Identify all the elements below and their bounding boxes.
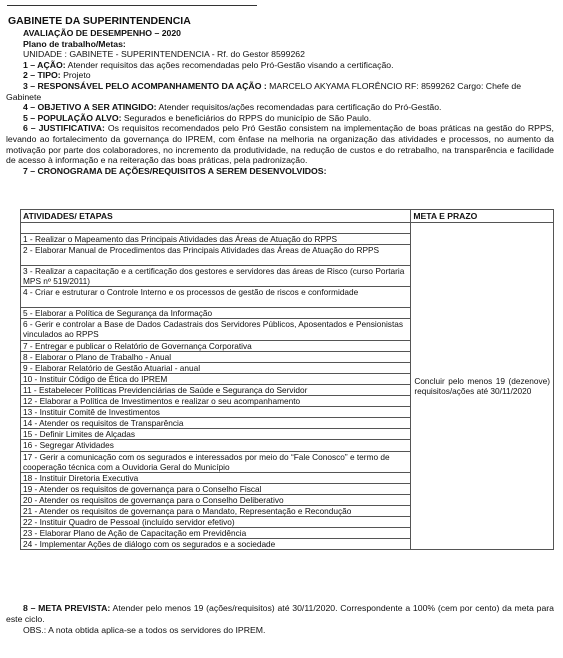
item-action-label: 1 – AÇÃO: [23, 59, 66, 70]
table-spacer-row [21, 223, 554, 234]
activity-cell: 12 - Elaborar a Política de Investimentos e realizar o seu acompanhamento [21, 396, 411, 407]
activity-cell: 11 - Estabelecer Políticas Previdenciárias de Saúde e Segurança do Servidor [21, 384, 411, 395]
item-justification-label: 6 – JUSTIFICATIVA: [23, 123, 105, 134]
activity-cell: 16 - Segregar Atividades [21, 440, 411, 451]
activity-cell: 17 - Gerir a comunicação com os segurados e interessados por meio do “Fale Conosco” e termo de cooperação técnica com a Ouvidoria Geral do Município [21, 451, 411, 472]
activity-cell: 18 - Instituir Diretoria Executiva [21, 472, 411, 483]
item-responsible-cont: Gabinete [6, 91, 42, 102]
activity-cell: 2 - Elaborar Manual de Procedimentos das Principais Atividades das Áreas de Atuação do RPPS [21, 245, 411, 266]
activity-cell: 22 - Instituir Quadro de Pessoal (incluído servidor efetivo) [21, 517, 411, 528]
activity-cell: 1 - Realizar o Mapeamento das Principais Atividades das Áreas de Atuação do RPPS [21, 234, 411, 245]
item-expected-goal [6, 603, 554, 625]
activity-cell: 4 - Criar e estruturar o Controle Interno e os processos de gestão de riscos e conformidade [21, 287, 411, 308]
goal-deadline-cell [411, 223, 554, 550]
unit-line: UNIDADE : GABINETE - SUPERINTENDENCIA - Rf. do Gestor 8599262 [23, 49, 305, 60]
plan-label: Plano de trabalho/Metas: [23, 38, 126, 49]
item-responsible-label: 3 – RESPONSÁVEL PELO ACOMPANHAMENTO DA AÇÃO : [23, 80, 267, 91]
schedule-table [20, 209, 554, 550]
activity-cell: 24 - Implementar Ações de diálogo com os segurados e a sociedade [21, 539, 411, 550]
item-target-population-text: Segurados e beneficiários do RPPS do município de São Paulo. [121, 112, 372, 123]
item-target-population [6, 113, 554, 124]
goal-deadline-header: META E PRAZO [411, 210, 554, 223]
item-type-text: Projeto [60, 70, 91, 81]
item-objective [6, 102, 554, 113]
activities-header: ATIVIDADES/ ETAPAS [21, 210, 411, 223]
activity-cell: 15 - Definir Limites de Alçadas [21, 429, 411, 440]
item-objective-text: Atender requisitos/ações recomendadas para certificação do Pró-Gestão. [156, 102, 442, 113]
activity-cell: 19 - Atender os requisitos de governança para o Conselho Fiscal [21, 483, 411, 494]
activity-cell: 20 - Atender os requisitos de governança para o Conselho Deliberativo [21, 494, 411, 505]
activity-cell: 6 - Gerir e controlar a Base de Dados Cadastrais dos Servidores Públicos, Aposentados e Pensionistas vinculados ao RPPS [21, 319, 411, 340]
goal-deadline-text: Concluir pelo menos 19 (dezenove) requisitos/ações até 30/11/2020 [414, 376, 550, 397]
activity-cell: 10 - Instituir Código de Ética do IPREM [21, 373, 411, 384]
item-expected-goal-label: 8 – META PREVISTA: [23, 603, 111, 613]
observation-note: OBS.: A nota obtida aplica-se a todos os servidores do IPREM. [23, 625, 266, 635]
evaluation-subtitle: AVALIAÇÃO DE DESEMPENHO – 2020 [23, 28, 182, 38]
item-type [6, 70, 554, 81]
spacer-cell [21, 223, 411, 234]
activity-cell: 13 - Instituir Comitê de Investimentos [21, 407, 411, 418]
activity-cell: 23 - Elaborar Plano de Ação de Capacitação em Previdência [21, 528, 411, 539]
activity-cell: 3 - Realizar a capacitação e a certificação dos gestores e servidores das áreas de Risco (curso Portaria MPS nº 519/2011) [21, 266, 411, 287]
item-schedule-label: 7 – CRONOGRAMA DE AÇÕES/REQUISITOS A SEREM DESENVOLVIDOS: [23, 165, 327, 176]
document-footer [6, 603, 554, 636]
activity-cell: 5 - Elaborar a Política de Segurança da Informação [21, 308, 411, 319]
item-justification-text: Os requisitos recomendados pelo Pró Gestão consistem na implementação de boas práticas na gestão do RPPS, levando ao fortalecimento da governança do IPREM, com ênfase na melhoria na organização das atividades e processos, no aumento da motivação por parte dos colaboradores, no incremento da produtividade, na redução de custos e do retrabalho, na transparência e facilidade de acesso à informação e na reiteração das boas práticas, pela padronização. [6, 123, 554, 166]
document-title: GABINETE DA SUPERINTENDENCIA [8, 15, 191, 27]
item-justification [6, 123, 554, 165]
activity-cell: 14 - Atender os requisitos de Transparência [21, 418, 411, 429]
top-rule [7, 5, 257, 6]
activity-cell: 8 - Elaborar o Plano de Trabalho - Anual [21, 351, 411, 362]
item-type-label: 2 – TIPO: [23, 70, 61, 81]
item-action-text: Atender requisitos das ações recomendadas pelo Pró-Gestão visando a certificação. [65, 59, 394, 70]
table-header-row [21, 210, 554, 223]
item-target-population-label: 5 – POPULAÇÃO ALVO: [23, 112, 122, 123]
item-expected-goal-text: Atender pelo menos 19 (ações/requisitos) até 30/11/2020. Correspondente a 100% (cem por cento) da meta para este ciclo. [6, 603, 554, 624]
item-schedule [6, 166, 554, 177]
activity-cell: 7 - Entregar e publicar o Relatório de Governança Corporativa [21, 340, 411, 351]
document-header [6, 15, 554, 176]
activity-cell: 21 - Atender os requisitos de governança para o Mandato, Representação e Recondução [21, 505, 411, 516]
activity-cell: 9 - Elaborar Relatório de Gestão Atuarial - anual [21, 362, 411, 373]
item-responsible [6, 81, 554, 92]
item-action [6, 60, 554, 71]
item-objective-label: 4 – OBJETIVO A SER ATINGIDO: [23, 102, 157, 113]
item-responsible-text: MARCELO AKYAMA FLORÊNCIO RF: 8599262 Cargo: Chefe de [266, 80, 522, 91]
